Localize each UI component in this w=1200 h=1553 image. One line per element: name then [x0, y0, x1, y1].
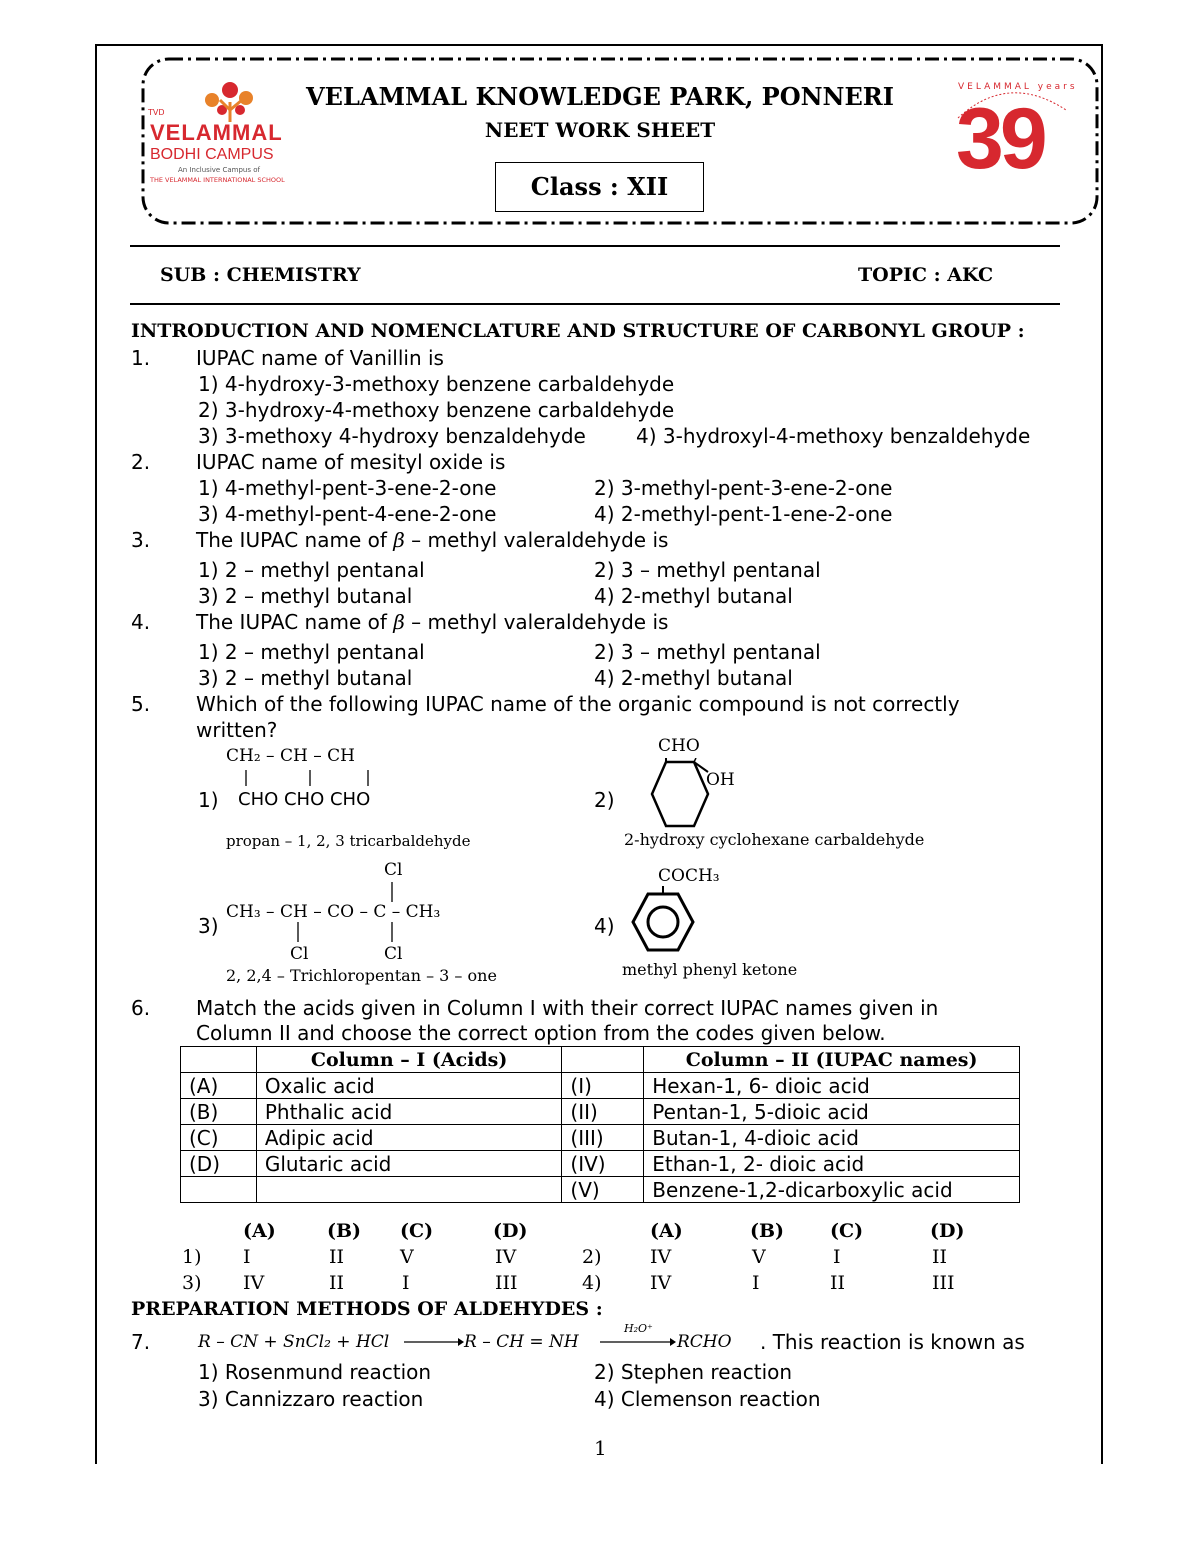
q7-option-2[interactable]: 2) Stephen reaction: [594, 1360, 793, 1384]
code-4-number[interactable]: 4): [582, 1272, 602, 1294]
table-cell: Ethan-1, 2- dioic acid: [644, 1151, 1020, 1177]
section-title-preparation: PREPARATION METHODS OF ALDEHYDES :: [131, 1298, 603, 1320]
table-cell: Adipic acid: [256, 1125, 562, 1151]
table-row: [181, 1073, 1020, 1099]
code-3-a: IV: [243, 1272, 265, 1294]
code-head-b-right: (B): [750, 1220, 785, 1242]
s4-coch3: COCH₃: [658, 866, 720, 886]
code-2-d: II: [932, 1246, 948, 1268]
q4-text: [196, 610, 668, 634]
q6-line-1: Match the acids given in Column I with their correct IUPAC names given in: [196, 996, 939, 1020]
q1-option-4[interactable]: 4) 3-hydroxyl-4-methoxy benzaldehyde: [636, 424, 1031, 448]
s1-bonds: [238, 768, 378, 788]
table-cell: Hexan-1, 6- dioic acid: [644, 1073, 1020, 1099]
q3-text: [196, 528, 668, 552]
q7-arrow-label: H₂O⁺: [624, 1322, 653, 1335]
benzene-ring-icon: [630, 886, 710, 960]
table-cell: (A): [181, 1073, 257, 1099]
s3-label: 3): [198, 914, 219, 938]
q3-option-2[interactable]: 2) 3 – methyl pentanal: [594, 558, 821, 582]
table-cell: Phthalic acid: [256, 1099, 562, 1125]
code-1-b: II: [329, 1246, 345, 1268]
q5-line-2: written?: [196, 718, 278, 742]
section-title-nomenclature: INTRODUCTION AND NOMENCLATURE AND STRUCTURE OF CARBONYL GROUP :: [131, 320, 1025, 342]
s4-name: methyl phenyl ketone: [622, 960, 798, 979]
topic-label: TOPIC : AKC: [858, 264, 994, 286]
s4-label: 4): [594, 914, 615, 938]
school-title: VELAMMAL KNOWLEDGE PARK, PONNERI: [306, 82, 894, 111]
q3-option-1[interactable]: 1) 2 – methyl pentanal: [198, 558, 425, 582]
logo-tagline: An Inclusive Campus of: [178, 166, 260, 174]
subject-rule-top: [130, 245, 1060, 247]
q7-tail: . This reaction is known as: [760, 1330, 1025, 1354]
code-4-b: I: [752, 1272, 760, 1294]
page-number: 1: [594, 1436, 607, 1460]
q2-text: IUPAC name of mesityl oxide is: [196, 450, 506, 474]
q7-option-1[interactable]: 1) Rosenmund reaction: [198, 1360, 432, 1384]
q1-option-2[interactable]: 2) 3-hydroxy-4-methoxy benzene carbaldehyde: [198, 398, 675, 422]
q2-option-4[interactable]: 4) 2-methyl-pent-1-ene-2-one: [594, 502, 893, 526]
q3-number: 3.: [131, 528, 151, 552]
q7-eq-product: RCHO: [677, 1332, 732, 1352]
code-4-a: IV: [650, 1272, 672, 1294]
code-2-number[interactable]: 2): [582, 1246, 602, 1268]
q4-beta: β: [393, 610, 405, 634]
code-2-c: I: [833, 1246, 841, 1268]
code-3-c: I: [402, 1272, 410, 1294]
q4-option-4[interactable]: 4) 2-methyl butanal: [594, 666, 793, 690]
q2-number: 2.: [131, 450, 151, 474]
logo-velammal: VELAMMAL: [150, 120, 283, 145]
q7-option-3[interactable]: 3) Cannizzaro reaction: [198, 1387, 424, 1411]
q7-eq-left: R – CN + SnCl₂ + HCl: [198, 1332, 390, 1352]
q3-beta: β: [393, 528, 405, 552]
code-head-d-left: (D): [493, 1220, 528, 1242]
class-box: [495, 162, 704, 212]
s2-name: 2-hydroxy cyclohexane carbaldehyde: [624, 830, 925, 849]
code-head-d-right: (D): [930, 1220, 965, 1242]
s2-label: 2): [594, 788, 615, 812]
match-head-column-2: Column – II (IUPAC names): [644, 1047, 1020, 1073]
logo-bodhi: BODHI CAMPUS: [150, 146, 274, 163]
q1-number: 1.: [131, 346, 151, 370]
match-table: [180, 1046, 1020, 1203]
table-row: [181, 1125, 1020, 1151]
table-cell: Pentan-1, 5-dioic acid: [644, 1099, 1020, 1125]
q6-number: 6.: [131, 996, 151, 1020]
q7-number: 7.: [131, 1330, 151, 1354]
table-cell: (II): [562, 1099, 644, 1125]
s1-bottom-formula: CHO CHO CHO: [238, 789, 371, 810]
table-cell: Benzene-1,2-dicarboxylic acid: [644, 1177, 1020, 1203]
q2-option-3[interactable]: 3) 4-methyl-pent-4-ene-2-one: [198, 502, 497, 526]
q1-option-1[interactable]: 1) 4-hydroxy-3-methoxy benzene carbaldehyde: [198, 372, 675, 396]
match-head-column-1: Column – I (Acids): [256, 1047, 562, 1073]
table-cell: [181, 1177, 257, 1203]
q7-option-4[interactable]: 4) Clemenson reaction: [594, 1387, 821, 1411]
code-3-d: III: [495, 1272, 518, 1294]
code-head-a-left: (A): [243, 1220, 276, 1242]
code-1-number[interactable]: 1): [182, 1246, 202, 1268]
q3-text-a: The IUPAC name of: [196, 528, 387, 552]
match-head-2: [562, 1047, 644, 1073]
table-cell: (V): [562, 1177, 644, 1203]
class-label: Class : XII: [530, 172, 669, 201]
code-head-c-right: (C): [830, 1220, 864, 1242]
s1-top-formula: CH₂ – CH – CH: [226, 746, 355, 766]
match-table-header: [181, 1047, 1020, 1073]
q4-option-1[interactable]: 1) 2 – methyl pentanal: [198, 640, 425, 664]
code-4-c: II: [830, 1272, 846, 1294]
code-3-number[interactable]: 3): [182, 1272, 202, 1294]
q4-number: 4.: [131, 610, 151, 634]
q5-line-1: Which of the following IUPAC name of the organic compound is not correctly: [196, 692, 960, 716]
table-cell: (I): [562, 1073, 644, 1099]
q2-option-2[interactable]: 2) 3-methyl-pent-3-ene-2-one: [594, 476, 893, 500]
page-border-right: [1101, 44, 1103, 1464]
code-1-d: IV: [495, 1246, 517, 1268]
s1-label: 1): [198, 788, 219, 812]
q4-option-2[interactable]: 2) 3 – methyl pentanal: [594, 640, 821, 664]
q1-text: IUPAC name of Vanillin is: [196, 346, 444, 370]
code-1-a: I: [243, 1246, 251, 1268]
q3-option-3[interactable]: 3) 2 – methyl butanal: [198, 584, 413, 608]
page-border-top: [95, 44, 1103, 46]
logo-small-text: TVD: [148, 108, 165, 117]
table-cell: [256, 1177, 562, 1203]
code-head-b-left: (B): [327, 1220, 362, 1242]
table-row: [181, 1177, 1020, 1203]
q6-line-2: Column II and choose the correct option from the codes given below.: [196, 1021, 886, 1045]
code-head-c-left: (C): [400, 1220, 434, 1242]
table-cell: (B): [181, 1099, 257, 1125]
code-4-d: III: [932, 1272, 955, 1294]
match-head-0: [181, 1047, 257, 1073]
code-1-c: V: [400, 1246, 414, 1268]
s3-name: 2, 2,4 – Trichloropentan – 3 – one: [226, 966, 497, 985]
table-row: [181, 1151, 1020, 1177]
sheet-title: NEET WORK SHEET: [484, 118, 716, 142]
table-cell: (D): [181, 1151, 257, 1177]
code-head-a-right: (A): [650, 1220, 683, 1242]
s3-cl-top: Cl: [384, 860, 403, 880]
anniversary-number: 39: [956, 91, 1044, 187]
page-border-left: [95, 44, 97, 1464]
code-2-a: IV: [650, 1246, 672, 1268]
s3-main-formula: CH₃ – CH – CO – C – CH₃: [226, 902, 441, 922]
table-cell: Glutaric acid: [256, 1151, 562, 1177]
table-row: [181, 1099, 1020, 1125]
q7-eq-middle: R – CH = NH: [464, 1332, 579, 1352]
q4-text-b: – methyl valeraldehyde is: [404, 610, 669, 634]
logo-school: THE VELAMMAL INTERNATIONAL SCHOOL: [150, 176, 285, 184]
table-cell: Oxalic acid: [256, 1073, 562, 1099]
q3-text-b: – methyl valeraldehyde is: [404, 528, 669, 552]
q7-arrow-1-icon: [404, 1334, 464, 1350]
table-cell: Butan-1, 4-dioic acid: [644, 1125, 1020, 1151]
q3-option-4[interactable]: 4) 2-methyl butanal: [594, 584, 793, 608]
s2-oh: OH: [706, 770, 735, 790]
q4-text-a: The IUPAC name of: [196, 610, 387, 634]
s3-cl-bottom-1: Cl: [290, 944, 309, 964]
s2-cho: CHO: [658, 736, 700, 756]
anniversary-text: VELAMMAL years: [958, 82, 1078, 92]
q1-option-3[interactable]: 3) 3-methoxy 4-hydroxy benzaldehyde: [198, 424, 586, 448]
anniversary-logo: [948, 80, 1078, 190]
subject-rule-bottom: [130, 303, 1060, 305]
table-cell: (IV): [562, 1151, 644, 1177]
q4-option-3[interactable]: 3) 2 – methyl butanal: [198, 666, 413, 690]
table-cell: (C): [181, 1125, 257, 1151]
table-cell: (III): [562, 1125, 644, 1151]
q5-number: 5.: [131, 692, 151, 716]
code-3-b: II: [329, 1272, 345, 1294]
s1-name: propan – 1, 2, 3 tricarbaldehyde: [226, 832, 471, 850]
subject-label: SUB : CHEMISTRY: [160, 264, 361, 286]
s3-cl-bottom-2: Cl: [384, 944, 403, 964]
q2-option-1[interactable]: 1) 4-methyl-pent-3-ene-2-one: [198, 476, 497, 500]
q7-arrow-2-icon: [600, 1334, 676, 1350]
code-2-b: V: [752, 1246, 766, 1268]
